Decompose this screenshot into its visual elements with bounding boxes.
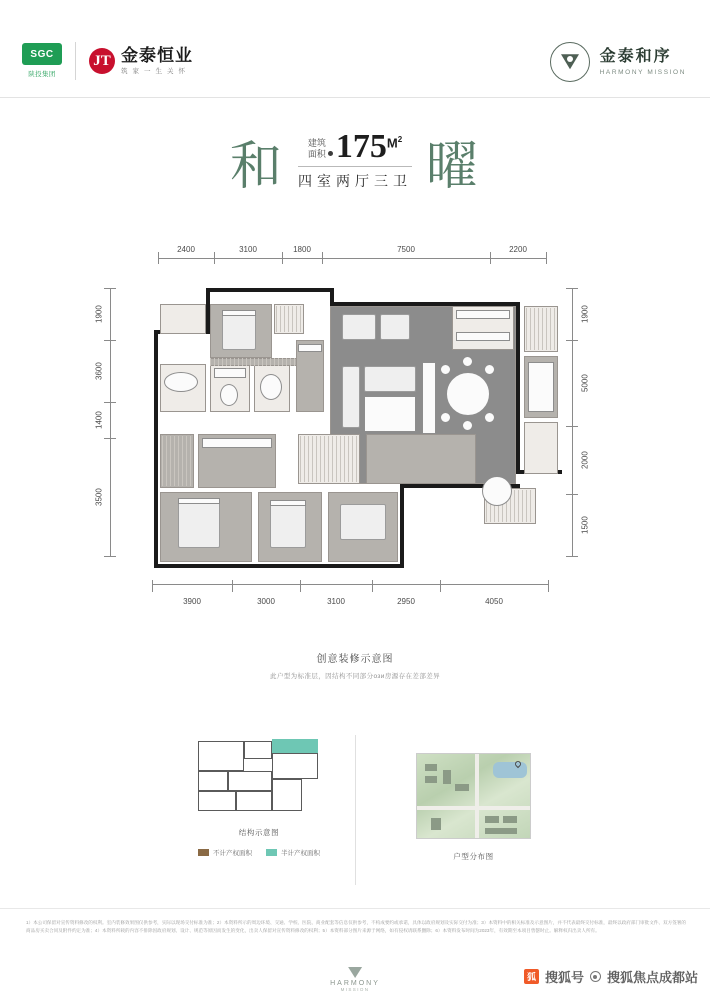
- dim-right-3: 1500: [580, 516, 590, 534]
- furniture-shower: [260, 374, 282, 400]
- dim-tick: [546, 252, 547, 264]
- dim-line-bottom: [152, 584, 548, 585]
- floor-plan-drawing: [146, 288, 558, 568]
- dim-tick: [372, 580, 373, 592]
- mini-room: [272, 779, 302, 811]
- furniture-closet-row: [202, 438, 272, 448]
- door-swing-arc: [482, 476, 512, 506]
- furniture-counter: [456, 310, 510, 319]
- furniture-armchair: [342, 314, 376, 340]
- furniture-sofa-side: [342, 366, 360, 428]
- site-building: [485, 828, 517, 834]
- sgc-logo-icon: [22, 43, 62, 79]
- dim-bottom-4: 4050: [485, 597, 503, 606]
- jthy-logo-group: [89, 47, 193, 76]
- legend-item: [198, 848, 252, 857]
- structure-panel: [185, 735, 333, 857]
- dim-line-top: [158, 258, 546, 259]
- furniture-armchair: [380, 314, 410, 340]
- furniture-bed: [340, 504, 386, 540]
- mini-room: [198, 741, 244, 771]
- furniture-dining-table: [446, 372, 490, 416]
- furniture-bed: [270, 504, 306, 548]
- site-building: [443, 770, 451, 784]
- wall-segment: [516, 302, 520, 474]
- dim-tick: [566, 288, 578, 289]
- area-label-line2: 面积: [307, 148, 326, 159]
- furniture-headboard: [178, 498, 220, 504]
- site-road: [417, 806, 531, 810]
- plan-caption-main: 创意装修示意图: [316, 654, 394, 665]
- dim-tick: [566, 556, 578, 557]
- structure-legend: [185, 848, 333, 857]
- furniture-bed: [222, 314, 256, 350]
- dim-left-0: 1900: [94, 305, 104, 323]
- site-building: [425, 764, 437, 771]
- legal-disclaimer: 1）本公司保留对宣传资料修改的权利。室内装修效果图仅供参考，实际以现场交付标准为准；2）本资料所示的周边环境、交通、学校、医院、商业配套等信息仅供参考，不构成要约或承诺，具体以政府规划及实际交付为准；3）本资料中的相关标准及示意图片，并不代表最终交付标准，最终以政府部门审批文件、双方签署的商品房买卖合同及附件约定为准；4）本资料所载的内容不排除因政府规划、设计、规范等原因而发生的变化，出卖人保留对宣传资料修改的权利；5）本资料部分图片来源于网络，如有侵权请联系删除；6）本资料发布时间为2023年，有效期至本项目售罄时止。解释权归出卖人所有。: [26, 920, 686, 934]
- dim-top-3: 7500: [397, 245, 415, 254]
- dim-tick: [104, 556, 116, 557]
- sgc-sub-label: 陕投集团: [28, 71, 56, 78]
- wall-segment: [154, 330, 158, 568]
- dim-tick: [566, 426, 578, 427]
- area-unit: [387, 135, 402, 150]
- room-hall-s: [366, 434, 476, 484]
- structure-mini-plan: [192, 735, 327, 815]
- bottom-panels: [0, 735, 710, 895]
- dim-left-3: 3500: [94, 488, 104, 506]
- area-unit-sup: 2: [397, 134, 403, 144]
- mini-room: [236, 791, 272, 811]
- site-building: [485, 816, 499, 823]
- title-block: [0, 118, 710, 204]
- dim-tick: [566, 494, 578, 495]
- dim-left-1: 3600: [94, 362, 104, 380]
- left-logo-group: [22, 42, 193, 80]
- site-water: [493, 762, 527, 778]
- dim-tick: [548, 580, 549, 592]
- dim-top-0: 2400: [177, 245, 195, 254]
- site-map-image: [416, 753, 531, 839]
- floor-plan-area: [0, 236, 710, 626]
- watermark-dot-icon: [590, 971, 601, 982]
- furniture-counter: [456, 332, 510, 341]
- furniture-dining-chair: [462, 420, 473, 431]
- furniture-headboard: [222, 310, 256, 316]
- room-balcony-east: [524, 422, 558, 474]
- harmony-name-cn: 金泰和序: [599, 48, 672, 66]
- furniture-bed: [178, 502, 220, 548]
- area-bullet-icon: [328, 151, 333, 156]
- furniture-bathtub: [164, 372, 198, 392]
- site-building: [431, 818, 441, 830]
- right-logo-group: [550, 42, 686, 82]
- logo-divider: [75, 42, 76, 80]
- wall-segment: [154, 564, 404, 568]
- page-header: [0, 0, 710, 98]
- dim-tick: [566, 340, 578, 341]
- jthy-name: 金泰恒业: [121, 45, 193, 65]
- wall-segment: [400, 488, 404, 568]
- hatch-utility: [526, 308, 556, 350]
- hatch-corridor: [210, 358, 306, 366]
- dim-left-2: 1400: [94, 411, 104, 429]
- area-number: 175: [335, 127, 387, 165]
- panel-divider: [355, 735, 356, 885]
- furniture-sofa: [364, 366, 416, 392]
- area-label-line1: 建筑: [307, 138, 326, 149]
- site-building: [455, 784, 469, 791]
- legend-swatch-icon: [266, 849, 277, 856]
- area-unit-letter: M: [386, 135, 398, 151]
- mini-room: [272, 753, 318, 779]
- dim-bottom-0: 3900: [183, 597, 201, 606]
- title-char-left: 和: [229, 138, 284, 196]
- footer-triangle-icon: [348, 967, 362, 978]
- site-building: [425, 776, 437, 783]
- jthy-text-group: [121, 47, 193, 76]
- area-row: [298, 127, 412, 165]
- dim-line-left: [110, 288, 111, 556]
- furniture-coffee-table: [364, 396, 416, 432]
- harmony-name-en: HARMONY MISSION: [599, 68, 686, 76]
- dim-line-right: [572, 288, 573, 556]
- title-center-group: [288, 127, 422, 191]
- legend-swatch-icon: [198, 849, 209, 856]
- site-building: [503, 816, 517, 823]
- structure-caption: 结构示意图: [238, 828, 280, 837]
- watermark-text-1: 搜狐号: [544, 970, 584, 985]
- footer-brand-logo: [330, 967, 380, 992]
- site-caption: 户型分布图: [453, 852, 494, 861]
- dim-bottom-1: 3000: [257, 597, 275, 606]
- dim-right-2: 2000: [580, 451, 590, 469]
- furniture-headboard: [270, 500, 306, 506]
- furniture-shoe-cabinet: [298, 344, 322, 352]
- dim-bottom-2: 3100: [327, 597, 345, 606]
- mini-room: [198, 771, 228, 791]
- plan-caption-sub: 此户型为标准层，因结构不同部分ози房源存在差部差异: [269, 673, 441, 680]
- legend-item: [266, 848, 320, 857]
- sgc-abbr: SGC: [22, 43, 62, 65]
- mini-room: [198, 791, 236, 811]
- dim-right-0: 1900: [580, 305, 590, 323]
- furniture-dining-chair: [440, 412, 451, 423]
- site-panel: [416, 753, 531, 862]
- furniture-dining-chair: [462, 356, 473, 367]
- furniture-dining-chair: [484, 412, 495, 423]
- furniture-tv-cabinet: [422, 362, 436, 434]
- room-balcony-nw: [160, 304, 206, 334]
- plan-caption-block: [0, 650, 710, 680]
- footer-brand-cn: HARMONY: [330, 980, 380, 987]
- furniture-wardrobe: [528, 362, 554, 412]
- jthy-slogan: 筑 家 一 生 关 怀: [121, 68, 187, 76]
- watermark: [524, 967, 698, 986]
- jthy-badge-icon: JT: [89, 48, 115, 74]
- title-char-right: 曜: [426, 138, 481, 196]
- furniture-vanity: [214, 368, 246, 378]
- dim-right-1: 5000: [580, 374, 590, 392]
- dim-bottom-3: 2950: [397, 597, 415, 606]
- dim-top-4: 2200: [509, 245, 527, 254]
- harmony-text-group: [600, 48, 686, 76]
- dim-tick: [440, 580, 441, 592]
- mini-room: [228, 771, 272, 791]
- legend-label: 半计产权面积: [281, 850, 320, 857]
- hatch-corridor-s: [300, 436, 358, 482]
- room-config: 四室两厅三卫: [298, 166, 412, 191]
- watermark-text-2: 搜狐焦点成都站: [606, 970, 698, 985]
- harmony-mission-icon: [550, 42, 590, 82]
- dim-tick: [232, 580, 233, 592]
- furniture-toilet: [220, 384, 238, 406]
- mini-half-area: [272, 739, 318, 753]
- legend-label: 不计产权面积: [213, 850, 252, 857]
- dim-top-1: 3100: [239, 245, 257, 254]
- area-label: [308, 138, 326, 159]
- furniture-dining-chair: [440, 364, 451, 375]
- dim-tick: [152, 580, 153, 592]
- dim-tick: [300, 580, 301, 592]
- dim-top-2: 1800: [293, 245, 311, 254]
- furniture-dining-chair: [484, 364, 495, 375]
- footer-brand-en: MISSION: [340, 987, 370, 992]
- page-footer: [0, 908, 710, 1000]
- site-road: [475, 754, 479, 839]
- wall-segment: [206, 288, 334, 292]
- sohu-logo-icon: 狐: [524, 969, 539, 984]
- hatch-closet: [276, 306, 302, 332]
- mini-room: [244, 741, 272, 759]
- hatch-storage: [162, 436, 192, 486]
